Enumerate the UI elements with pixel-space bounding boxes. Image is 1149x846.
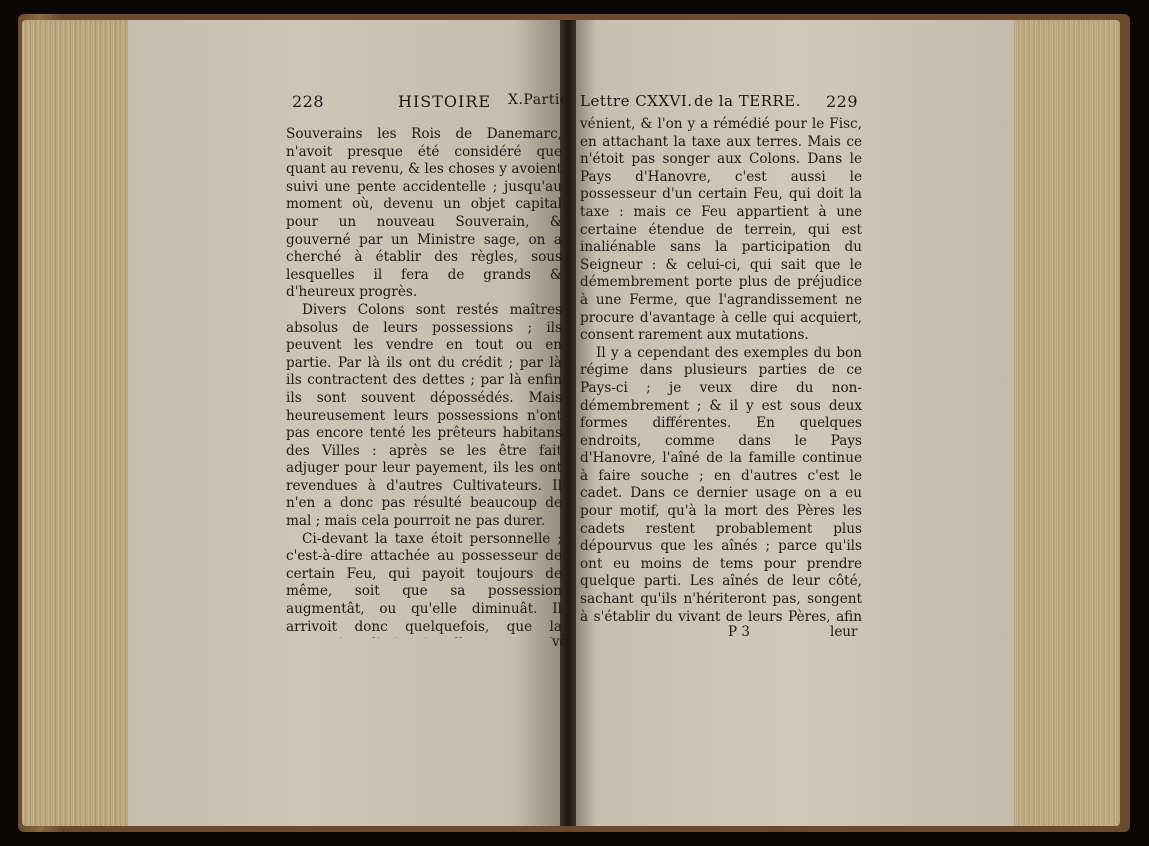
left-page-edges — [22, 20, 132, 826]
left-running-title: HISTOIRE — [398, 92, 492, 111]
left-page-number: 228 — [292, 92, 325, 111]
right-paragraph: Il y a cependant des exemples du bon régime dans plusieurs parties de ce Pays-ci ; je veux dire du non-démembrement ; & il y est sous deux formes différentes. En quelques endroits, comme dans le Pays d'Hanovre, l'aîné de la famille continue à faire souche ; en d'autres c'est le cadet. Dans ce dernier usage on a eu pour motif, qu'à la mort des Pères les cadets restent probablement plus dépourvus que les aînés ; parce qu'ils ont eu moins de tems pour prendre quelque parti. Les aînés de leur côté, sachant qu'ils n'hériteront pas, songent à s'établir du vivant de leurs Pères, afin — [580, 344, 862, 624]
left-paragraph: Ci-devant la taxe étoit personnelle ; c'est-à-dire attachée au possesseur de certain Feu, qui payoit toujours de même, soit que sa possession augmentât, ou qu'elle diminuât. Il arrivoit donc quelquefois, que la — [286, 530, 562, 635]
left-running-part: X.Partie — [508, 92, 569, 108]
left-page-text — [286, 126, 562, 638]
book-gutter — [560, 20, 576, 826]
right-page-text — [580, 116, 862, 624]
right-catchword: leur — [830, 624, 858, 640]
left-catchword: vé — [552, 634, 568, 650]
right-running-title: de la TERRE. — [694, 92, 802, 110]
signature-mark: P 3 — [728, 624, 750, 640]
left-paragraph: Souverains les Rois de Danemarc, n'avoit presque été considéré que quant au revenu, & les choses y avoient suivi une pente accidentelle ; jusqu'au moment où, devenu un objet capital pour un nouveau Souverain, & gouverné par un Ministre sage, on a cherché à établir des règles, sous lesquelles il fera de grands & d'heureux progrès. — [286, 126, 562, 301]
left-paragraph: Divers Colons sont restés maîtres absolus de leurs possessions ; ils peuvent les vendre en tout ou en partie. Par là ils ont du crédit ; par là ils contractent des dettes ; par là enfin ils sont souvent dépossédés. Mais heureusement leurs possessions n'ont pas encore tenté les prêteurs habitans des Villes : après se les être fait adjuger pour leur payement, ils les ont revendues à d'autres Cultivateurs. Il n'en a donc pas résulté beaucoup de mal ; mais cela pourroit ne pas durer. — [286, 301, 562, 530]
right-running-letter: Lettre CXXVI. — [580, 92, 693, 110]
right-page-edges — [1012, 20, 1120, 826]
right-page-number: 229 — [826, 92, 859, 111]
right-paragraph: vénient, & l'on y a rémédié pour le Fisc, en attachant la taxe aux terres. Mais ce n'étoit pas songer aux Colons. Dans le Pays d'Hanovre, c'est aussi le possesseur d'un certain Feu, qui doit la taxe : mais ce Feu appartient à une certaine étendue de terrein, qui est inaliénable sans la participation du Seigneur : & celui-ci, qui sait que le démembrement porte plus de préjudice à une Ferme, que l'agrandissement ne procure d'avantage à celle qui acquiert, consent rarement aux mutations. — [580, 116, 862, 344]
